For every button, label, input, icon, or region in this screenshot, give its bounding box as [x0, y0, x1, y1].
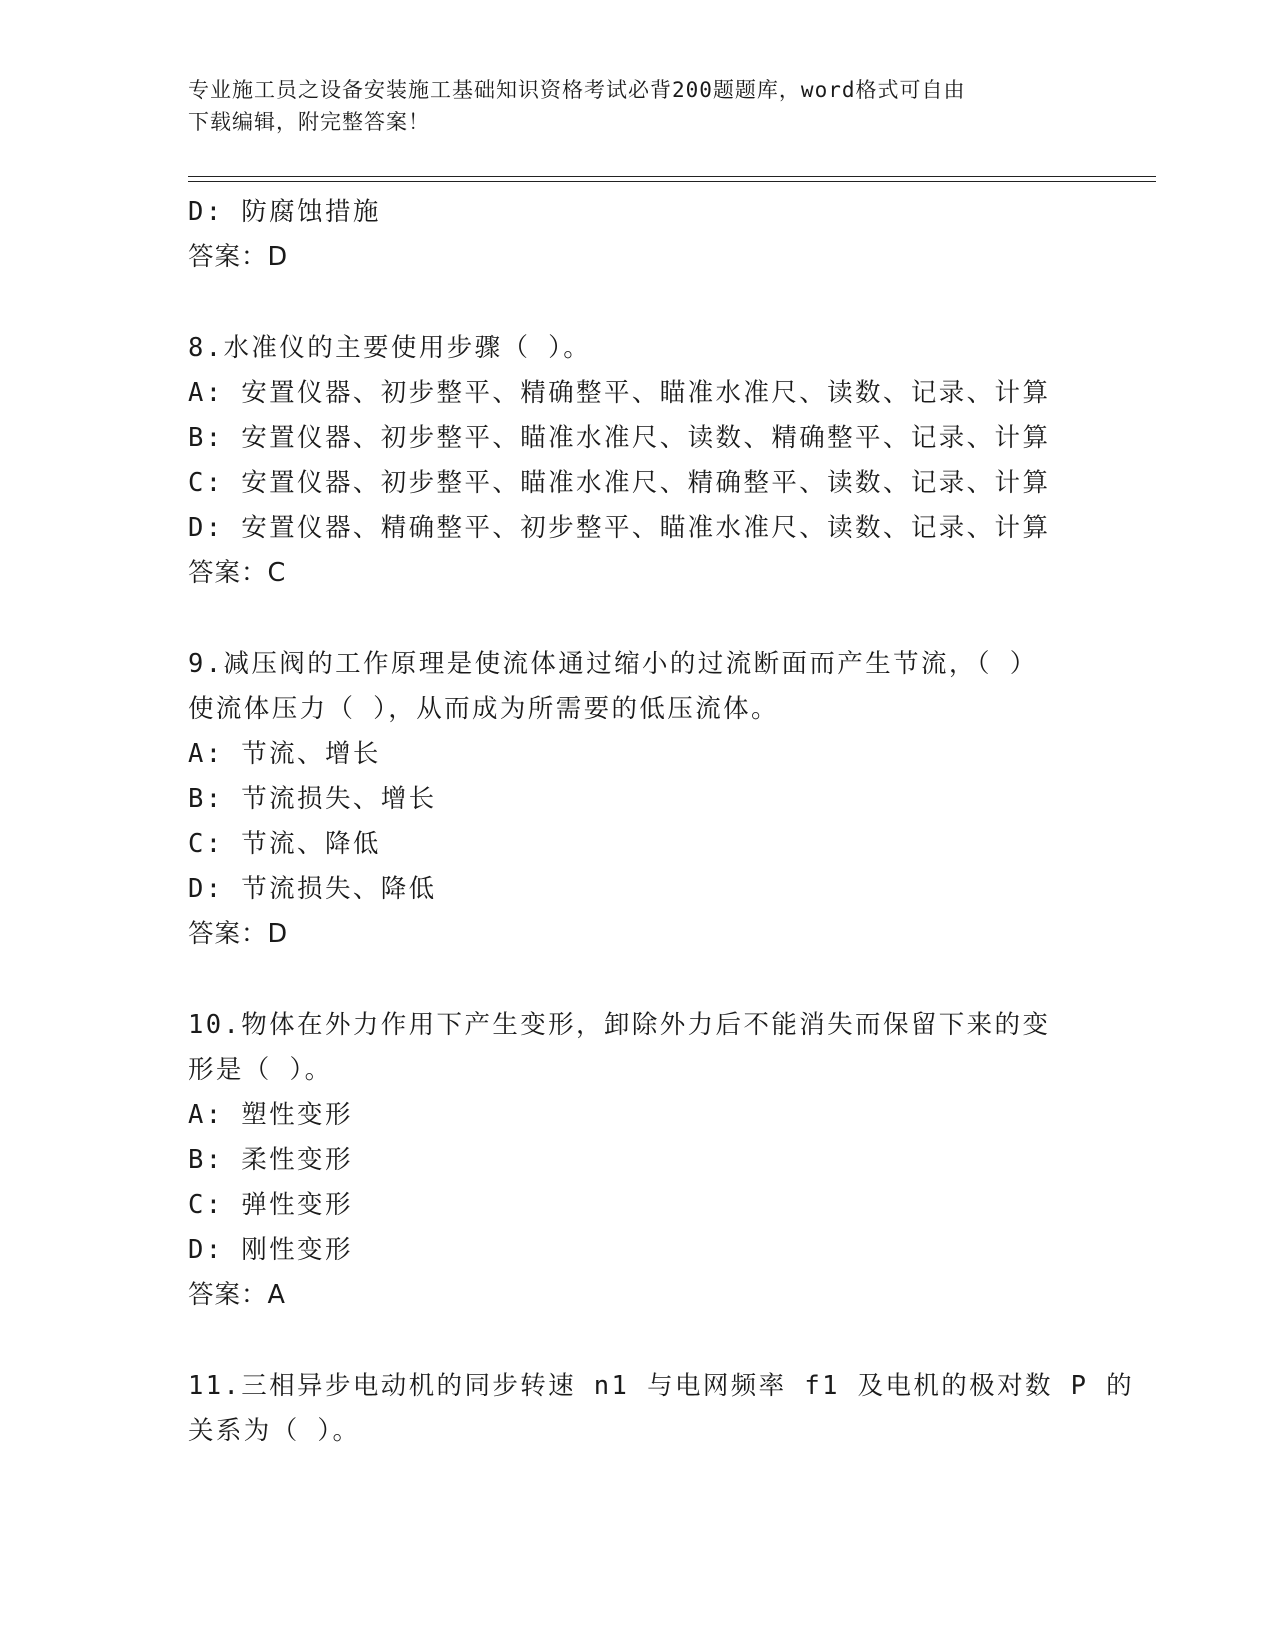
- question-stem-line-2: 关系为（ ）。: [188, 1416, 361, 1446]
- option-a: A: 安置仪器、初步整平、精确整平、瞄准水准尺、读数、记录、计算: [188, 378, 1051, 408]
- option-d: D: 节流损失、降低: [188, 874, 437, 904]
- spacer: [188, 1318, 1088, 1364]
- spacer: [188, 957, 1088, 1003]
- question-7-tail: [188, 190, 1088, 280]
- question-stem-line-1: 9.减压阀的工作原理是使流体通过缩小的过流断面而产生节流，（ ）: [188, 649, 1038, 679]
- option-b: B: 节流损失、增长: [188, 784, 437, 814]
- question-11: [188, 1364, 1135, 1454]
- page-header: [188, 74, 1088, 138]
- question-stem-line-1: 10.物体在外力作用下产生变形，卸除外力后不能消失而保留下来的变: [188, 1010, 1051, 1040]
- question-list: [188, 190, 1135, 1454]
- option-a: A: 节流、增长: [188, 739, 381, 769]
- question-10: [188, 1003, 1088, 1318]
- question-stem-line-2: 形是（ ）。: [188, 1055, 333, 1085]
- answer-line: 答案：A: [188, 1280, 286, 1310]
- answer-line: 答案：D: [188, 919, 289, 949]
- option-b: B: 柔性变形: [188, 1145, 353, 1175]
- question-stem-line-1: 11.三相异步电动机的同步转速 n1 与电网频率 f1 及电机的极对数 P 的: [188, 1371, 1135, 1401]
- option-b: B: 安置仪器、初步整平、瞄准水准尺、读数、精确整平、记录、计算: [188, 423, 1051, 453]
- header-rule-top: [188, 176, 1156, 177]
- question-stem: 8.水准仪的主要使用步骤（ ）。: [188, 333, 592, 363]
- option-d: D: 防腐蚀措施: [188, 197, 381, 227]
- question-8: [188, 326, 1088, 596]
- option-c: C: 安置仪器、初步整平、瞄准水准尺、精确整平、读数、记录、计算: [188, 468, 1051, 498]
- header-rule-bottom: [188, 181, 1156, 182]
- header-line-2: 下载编辑，附完整答案！: [188, 110, 430, 134]
- answer-line: 答案：D: [188, 242, 289, 272]
- option-d: D: 刚性变形: [188, 1235, 353, 1265]
- header-line-1: 专业施工员之设备安装施工基础知识资格考试必背200题题库，word格式可自由: [188, 78, 966, 102]
- question-stem-line-2: 使流体压力（ ），从而成为所需要的低压流体。: [188, 694, 779, 724]
- question-9: [188, 642, 1088, 957]
- option-a: A: 塑性变形: [188, 1100, 353, 1130]
- answer-line: 答案：C: [188, 558, 287, 588]
- option-d: D: 安置仪器、精确整平、初步整平、瞄准水准尺、读数、记录、计算: [188, 513, 1051, 543]
- option-c: C: 弹性变形: [188, 1190, 353, 1220]
- spacer: [188, 596, 1088, 642]
- spacer: [188, 280, 1088, 326]
- option-c: C: 节流、降低: [188, 829, 381, 859]
